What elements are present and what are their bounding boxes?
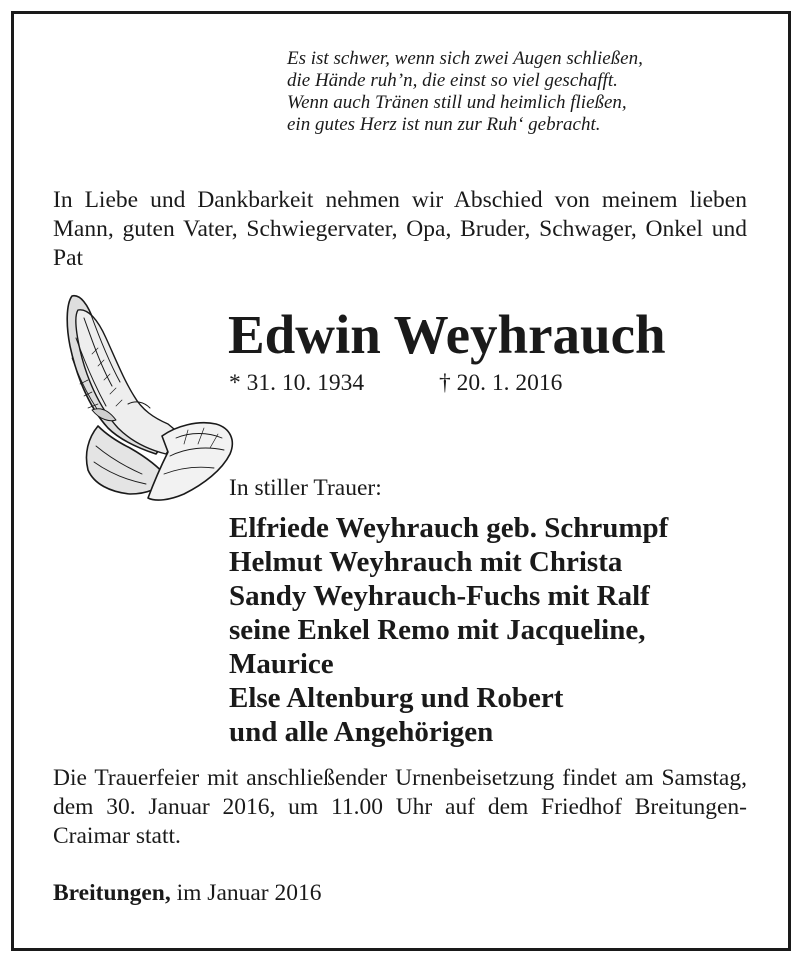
funeral-service-info: Die Trauerfeier mit anschließender Urnenbeisetzung findet am Samstag, dem 30. Januar 2016, um 11.00 Uhr auf dem Friedhof Breitungen-Craimar statt. [53, 765, 747, 849]
mourner-line: Elfriede Weyhrauch geb. Schrumpf [229, 512, 669, 544]
signoff-date: im Januar 2016 [170, 880, 322, 906]
mourner-line: und alle Angehörigen [229, 716, 494, 748]
praying-hands-icon [58, 288, 238, 513]
signoff-place: Breitungen, [53, 880, 171, 906]
life-dates [229, 370, 562, 397]
farewell-intro: In Liebe und Dankbarkeit nehmen wir Abschied von meinem lieben Mann, guten Vater, Schwiegervater, Opa, Bruder, Schwager, Onkel und Pat [53, 187, 747, 271]
mourner-line: Sandy Weyhrauch-Fuchs mit Ralf [229, 580, 650, 612]
place-and-date [53, 880, 322, 907]
mourner-line: Helmut Weyhrauch mit Christa [229, 546, 623, 578]
poem-line: Wenn auch Tränen still und heimlich fließen, [287, 92, 627, 113]
poem-line: ein gutes Herz ist nun zur Ruh‘ gebracht. [287, 114, 601, 135]
birth-date: * 31. 10. 1934 [229, 370, 365, 396]
death-date: † 20. 1. 2016 [439, 370, 563, 396]
memorial-poem [287, 48, 757, 136]
mourner-line: Maurice [229, 648, 334, 680]
poem-line: Es ist schwer, wenn sich zwei Augen schließen, [287, 48, 643, 69]
poem-line: die Hände ruh’n, die einst so viel geschafft. [287, 70, 618, 91]
mourners-list [229, 511, 769, 749]
mourner-line: seine Enkel Remo mit Jacqueline, [229, 614, 646, 646]
deceased-name: Edwin Weyhrauch [228, 304, 666, 365]
mourning-label: In stiller Trauer: [229, 475, 382, 501]
mourner-line: Else Altenburg und Robert [229, 682, 564, 714]
